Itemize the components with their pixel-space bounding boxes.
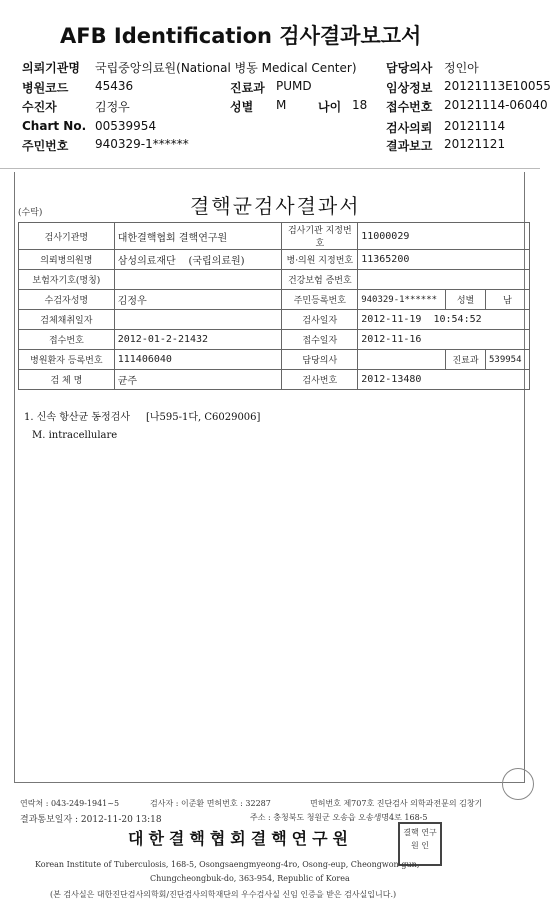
round-seal-icon	[502, 768, 534, 800]
frame-left	[14, 172, 15, 782]
result-test-name: 1. 신속 항산균 동정검사	[24, 412, 131, 423]
cell-label: 검사번호	[282, 370, 358, 390]
result-organism: M. intracellulare	[32, 430, 118, 441]
cell-label: 접수일자	[282, 330, 358, 350]
field-value-hospital-code: 45436	[95, 79, 134, 93]
field-value-department: PUMD	[276, 79, 312, 93]
consignment-label: (수탁)	[18, 208, 43, 218]
field-value-patient: 김정우	[95, 100, 130, 114]
table-row	[19, 330, 530, 350]
cell-label: 검사기관명	[19, 223, 115, 250]
cell-value	[114, 250, 282, 270]
cell-value: 2012-11-16	[358, 330, 530, 350]
cell-value: 11000029	[358, 223, 530, 250]
field-label-report-date: 결과보고	[386, 139, 433, 153]
table-row	[19, 290, 530, 310]
cell-value	[358, 310, 530, 330]
cell-value	[358, 270, 530, 290]
table-row	[19, 310, 530, 330]
result-test-code: [나595-1다, C6029006]	[145, 412, 261, 423]
footer-english-address-2: Chungcheongbuk-do, 363-954, Republic of Korea	[150, 874, 350, 883]
field-value-doctor: 정인아	[444, 61, 479, 75]
field-label-accession-no: 접수번호	[386, 100, 433, 114]
cell-value: 11365200	[358, 250, 530, 270]
frame-bottom	[14, 782, 525, 783]
cell-label: 검 체 명	[19, 370, 115, 390]
result-test-line	[24, 408, 260, 423]
cell-label: 병원환자 등록번호	[19, 350, 115, 370]
cell-value	[114, 270, 282, 290]
field-value-requesting-institution: 국립중앙의료원(National 병동 Medical Center)	[95, 61, 357, 75]
table-row	[19, 350, 530, 370]
cell-label: 주민등록번호	[282, 290, 358, 310]
cell-value: 111406040	[114, 350, 282, 370]
cell-value: 940329-1******	[358, 290, 446, 310]
cell-value: 2012-01-2-21432	[114, 330, 282, 350]
field-value-accession-no: 20121114-06040	[444, 98, 548, 112]
footer-contact: 연락처 : 043-249-1941~5	[20, 799, 120, 808]
cell-label: 진료과	[446, 350, 486, 370]
cell-value: 남	[485, 290, 529, 310]
field-label-clinical-info: 임상정보	[386, 81, 433, 95]
footer-english-address-1: Korean Institute of Tuberculosis, 168-5, Osongsaengmyeong-4ro, Osong-eup, Cheongwon-gun,	[35, 860, 420, 869]
field-value-clinical-info: 20121113E10055	[444, 79, 551, 93]
cell-label: 수검자성명	[19, 290, 115, 310]
field-value-age: 18	[352, 98, 368, 112]
cell-value	[114, 310, 282, 330]
organization-name: 대한결핵협회결핵연구원	[128, 829, 354, 848]
field-label-patient: 수진자	[22, 100, 57, 114]
report-header	[0, 0, 551, 169]
field-value-sex: M	[276, 98, 287, 112]
cell-label: 의뢰병의원명	[19, 250, 115, 270]
report-title: AFB Identification 검사결과보고서	[60, 24, 422, 48]
cell-value: 균주	[114, 370, 282, 390]
field-label-resident-no: 주민번호	[22, 139, 69, 153]
footer-accreditation-notice: (본 검사실은 대한진단검사의학회/진단검사의학재단의 우수검사실 신임 인증을 받은 검사실입니다.)	[50, 890, 397, 899]
table-row	[19, 370, 530, 390]
test-date: 2012-11-19	[361, 314, 422, 325]
field-value-report-date: 20121121	[444, 137, 506, 151]
footer-report-date: 결과통보일자 : 2012-11-20 13:18	[20, 815, 162, 825]
footer-examiner: 검사자 : 이준환 면허번호 : 32287	[150, 799, 271, 808]
seal-text: 결핵 연구원 인	[403, 828, 437, 850]
cell-label: 접수번호	[19, 330, 115, 350]
cell-label: 성별	[446, 290, 486, 310]
field-label-hospital-code: 병원코드	[22, 81, 69, 95]
cell-label: 검사일자	[282, 310, 358, 330]
document-title: 결핵균검사결과서	[190, 194, 361, 218]
cell-label: 건강보험 증번호	[282, 270, 358, 290]
field-label-sex: 성별	[230, 100, 254, 114]
hospital-alias: (국립의료원)	[188, 256, 245, 267]
field-value-chart-no: 00539954	[95, 119, 157, 133]
field-label-chart-no: Chart No.	[22, 119, 87, 133]
footer-address: 주소 : 충청북도 청원군 오송읍 오송생명4로 168-5	[250, 813, 428, 822]
cell-value: 2012-13480	[358, 370, 530, 390]
table-row	[19, 223, 530, 250]
test-time: 10:54:52	[433, 314, 482, 325]
cell-value	[358, 350, 446, 370]
result-form-table	[18, 222, 530, 390]
footer-license: 면허번호 제707호 진단검사 의학과전문의 김창기	[310, 799, 483, 808]
cell-label: 담당의사	[282, 350, 358, 370]
field-label-doctor: 담당의사	[386, 61, 433, 75]
field-label-request-date: 검사의뢰	[386, 121, 433, 135]
cell-label: 검사기관 지정번호	[282, 223, 358, 250]
cell-label: 병·의원 지정번호	[282, 250, 358, 270]
table-row	[19, 270, 530, 290]
field-value-request-date: 20121114	[444, 119, 506, 133]
cell-value: 김정우	[114, 290, 282, 310]
hospital-name: 삼성의료재단	[117, 256, 176, 267]
field-label-department: 진료과	[230, 81, 265, 95]
field-label-requesting-institution: 의뢰기관명	[22, 61, 80, 75]
field-value-resident-no: 940329-1******	[95, 137, 189, 151]
cell-label: 검체채취일자	[19, 310, 115, 330]
table-row	[19, 250, 530, 270]
cell-label: 보험자기호(명칭)	[19, 270, 115, 290]
scanned-result-document	[10, 172, 535, 920]
cell-value: 539954	[485, 350, 529, 370]
field-label-age: 나이	[318, 100, 342, 114]
cell-value: 대한결핵협회 결핵연구원	[114, 223, 282, 250]
